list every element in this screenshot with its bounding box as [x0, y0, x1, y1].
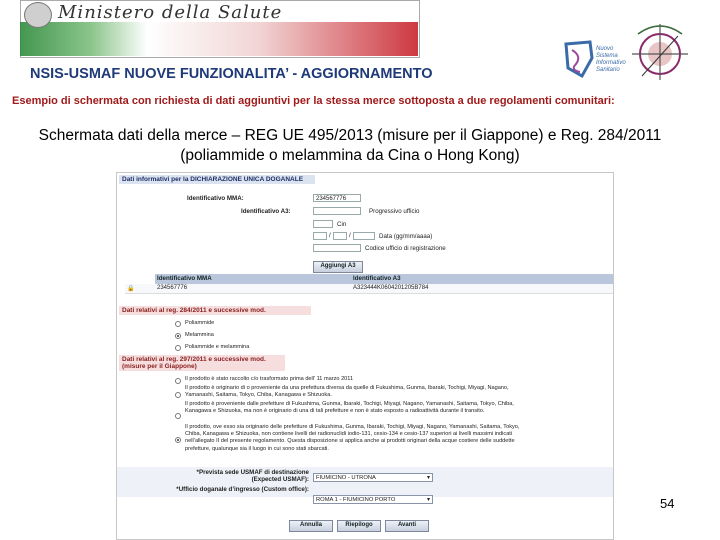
codice-ufficio-label: Codice ufficio di registrazione — [365, 245, 446, 252]
date-separator: / — [349, 232, 351, 239]
merce-form — [116, 172, 614, 540]
radio-297-option[interactable] — [175, 378, 181, 384]
section-dichiarazione-header: Dati informativi per la DICHIARAZIONE UNICA DOGANALE — [119, 175, 315, 184]
aggiungi-a3-button[interactable]: Aggiungi A3 — [313, 261, 363, 273]
republic-emblem-icon — [24, 2, 52, 28]
sede-usmaf-select[interactable]: FIUMICINO - UTRONA ▾ — [313, 473, 433, 482]
radio-297-option[interactable] — [175, 413, 181, 419]
date-separator: / — [329, 232, 331, 239]
id-mma-field[interactable]: 234567776 — [313, 194, 361, 202]
id-a3-field[interactable] — [313, 207, 361, 215]
table-row — [125, 284, 155, 294]
lock-icon[interactable]: 🔒 — [127, 286, 135, 292]
page-number: 54 — [660, 496, 675, 511]
radio-284-label: Poliammide — [185, 320, 215, 326]
data-label: Data (gg/mm/aaaa) — [379, 233, 433, 240]
nsis-logo-icon — [562, 38, 596, 80]
radio-284-option[interactable] — [175, 321, 181, 327]
riepilogo-button[interactable]: Riepilogo — [337, 520, 381, 532]
italian-flag-band — [20, 22, 418, 56]
ufficio-doganale-select[interactable]: ROMA 1 - FIUMICINO PORTO ▾ — [313, 495, 433, 504]
radio-284-option[interactable] — [175, 333, 181, 339]
logo-text-line: Sistema — [596, 53, 618, 59]
logo-text-line: Nuovo — [596, 46, 614, 52]
radio-297-option[interactable] — [175, 392, 181, 398]
date-month-field[interactable] — [333, 232, 347, 240]
progressivo-label: Progressivo ufficio — [369, 208, 420, 215]
radio-284-label: Poliammide e melammina — [185, 344, 250, 350]
radio-297-label: Il prodotto, ove esso sia originario delle prefetture di Fukushima, Gunma, Ibaraki, Tochigi, Miyagi, Nagano, Yamanashi, Saitama, Tokyo, Chiba, Kanagawa e Shizuoka, non contiene livelli dei radionuclidi iodio-131, cesio-134 e cesio-137 superiori ai livelli massimi indicati nell’allegato II del presente regolamento. Questa disposizione si applica anche ai prodotti originari della acque costiere delle suddette prefetture, qualunque sia il luogo in cui sono stati sbarcati. — [185, 424, 520, 452]
avanti-button[interactable]: Avanti — [385, 520, 429, 532]
usmaf-emblem-icon — [622, 14, 694, 86]
slide-heading: Schermata dati della merce – REG UE 495/2013 (misure per il Giappone) e Reg. 284/2011 (poliammide o melammina da Cina o Hong Kong) — [38, 127, 662, 164]
radio-297-label: Il prodotto è proveniente dalle prefetture di Fukushima, Gunma, Ibaraki, Tochigi, Miyagi, Nagano, Yamanashi, Saitama, Tokyo, Chiba, Kanagawa e Shizuoka, ma non è originario di una di tali prefetture e non è stato esposto a radioattività durante il transito. — [185, 401, 514, 415]
radio-297-label: Il prodotto è originario di o proveniente da una prefettura diversa da quelle di Fukushima, Gunma, Ibaraki, Tochigi, Miyagi, Nagano, Yamanashi, Saitama, Tokyo, Chiba, Kanagawa e Shizuoka. — [185, 385, 509, 399]
ministry-name: Ministero della Salute — [58, 2, 283, 23]
cin-field[interactable] — [313, 220, 333, 228]
date-day-field[interactable] — [313, 232, 327, 240]
section-297-header: Dati relativi al reg. 297/2011 e successive mod. (misure per il Giappone) — [119, 355, 285, 371]
radio-284-option[interactable] — [175, 345, 181, 351]
id-mma-label: Identificativo MMA: — [187, 195, 244, 202]
table-cell-mma: 234567776 — [155, 284, 351, 294]
table-cell-a3: A323444K0604201205B784 — [351, 284, 613, 294]
table-header-a3: Identificativo A3 — [351, 274, 613, 284]
page-subtitle: Esempio di schermata con richiesta di dati aggiuntivi per la stessa merce sottoposta a due regolamenti comunitari: — [12, 95, 615, 107]
radio-297-option[interactable] — [175, 437, 181, 443]
section-284-header: Dati relativi al reg. 284/2011 e successive mod. — [119, 306, 311, 315]
sede-usmaf-label: *Prevista sede USMAF di destinazione (Expected USMAF): — [196, 469, 309, 483]
ufficio-doganale-label: *Ufficio doganale d’ingresso (Custom office): — [176, 486, 309, 493]
radio-284-label: Melammina — [185, 332, 214, 338]
date-year-field[interactable] — [353, 232, 375, 240]
radio-297-label: Il prodotto è stato raccolto c/o trasformato prima dell’ 11 marzo 2011 — [185, 376, 354, 382]
cin-label: Cin — [337, 221, 347, 228]
logo-text-line: Informativo — [596, 60, 626, 66]
annulla-button[interactable]: Annulla — [289, 520, 333, 532]
id-a3-label: Identificativo A3: — [241, 208, 291, 215]
page-title: NSIS-USMAF NUOVE FUNZIONALITA’ - AGGIORNAMENTO — [30, 66, 433, 82]
codice-ufficio-field[interactable] — [313, 244, 361, 252]
logo-text-line: Sanitario — [596, 67, 620, 73]
table-header-mma: Identificativo MMA — [155, 274, 351, 284]
